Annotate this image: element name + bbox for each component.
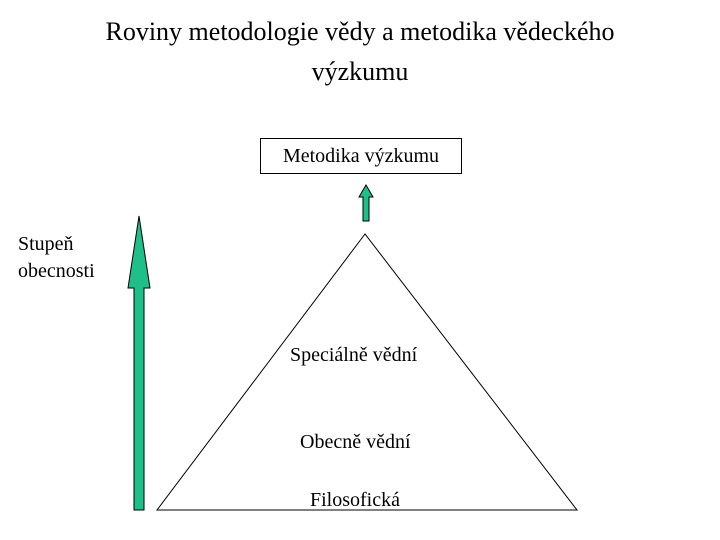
- small-up-arrow: [359, 185, 373, 221]
- research-methodology-box: Metodika výzkumu: [260, 138, 462, 174]
- pyramid-triangle: [157, 234, 577, 510]
- level-special-scientific: Speciálně vědní: [290, 344, 418, 366]
- diagram-title: Roviny metodologie vědy a metodika vědeckého výzkumu: [105, 17, 615, 86]
- level-philosophical: Filosofická: [310, 489, 400, 511]
- generality-label: [18, 231, 95, 285]
- level-general-scientific: Obecně vědní: [300, 431, 411, 453]
- generality-label-line1: Stupeň: [18, 233, 74, 255]
- generality-label-line2: obecnosti: [18, 260, 95, 282]
- generality-arrow: [128, 216, 150, 510]
